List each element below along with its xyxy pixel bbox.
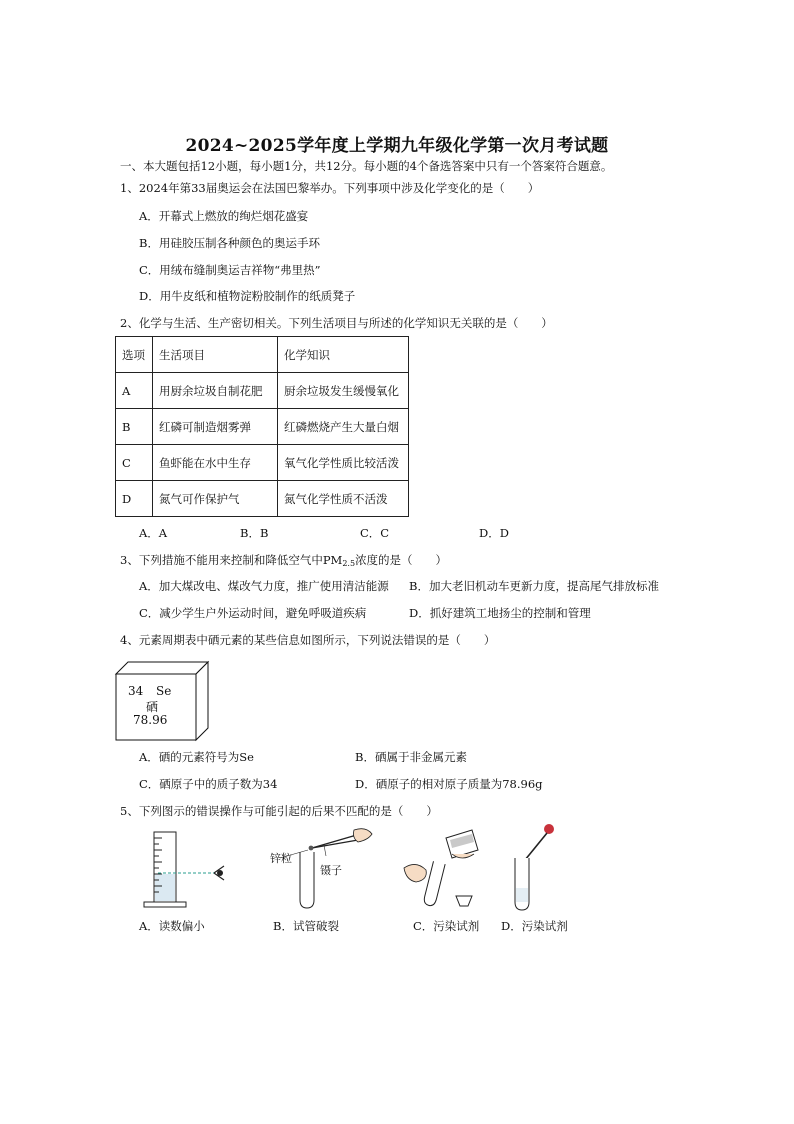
question-1-option-c: C．用绒布缝制奥运吉祥物“弗里热” xyxy=(139,263,321,277)
question-2-option-b: B．B xyxy=(240,526,269,540)
test-tube-icon xyxy=(515,858,529,910)
exam-title: 2024~2025学年度上学期九年级化学第一次月考试题 xyxy=(185,136,609,156)
question-3-subscript: 2.5 xyxy=(342,559,356,568)
element-atomic-mass: 78.96 xyxy=(133,713,168,727)
question-2-stem: 2、化学与生活、生产密切相关。下列生活项目与所述的化学知识无关联的是（ ） xyxy=(120,316,553,330)
table-cell: B xyxy=(116,409,153,445)
section-instructions: 一、本大题包括12小题，每小题1分，共12分。每小题的4个备选答案中只有一个答案符合题意。 xyxy=(120,159,613,173)
question-3-option-a: A．加大煤改电、煤改气力度，推广使用清洁能源 xyxy=(139,579,389,593)
question-4-option-a: A．硒的元素符号为Se xyxy=(139,750,254,764)
table-row xyxy=(116,373,409,409)
tweezers-label: 镊子 xyxy=(320,864,342,877)
question-1-stem: 1、2024年第33届奥运会在法国巴黎举办。下列事项中涉及化学变化的是（ ） xyxy=(120,181,540,195)
question-5-option-b: B．试管破裂 xyxy=(273,919,339,933)
question-3-stem-text: 3、下列措施不能用来控制和降低空气中PM xyxy=(120,553,343,567)
question-3-option-d: D．抓好建筑工地扬尘的控制和管理 xyxy=(409,606,591,620)
table-cell: 鱼虾能在水中生存 xyxy=(153,445,278,481)
test-tube-icon xyxy=(300,852,314,908)
dropper-bulb-icon xyxy=(544,824,554,834)
zinc-granule-icon xyxy=(309,846,314,851)
table-cell: C xyxy=(116,445,153,481)
question-4-option-c: C．硒原子中的质子数为34 xyxy=(139,777,278,791)
cylinder-liquid xyxy=(155,874,175,901)
table-header-row xyxy=(116,337,409,373)
question-3-option-c: C．减少学生户外运动时间，避免呼吸道疾病 xyxy=(139,606,367,620)
question-1-option-b: B．用硅胶压制各种颜色的奥运手环 xyxy=(139,236,320,250)
question-1-option-a: A．开幕式上燃放的绚烂烟花盛宴 xyxy=(139,209,309,223)
table-header-cell: 选项 xyxy=(116,337,153,373)
zinc-label: 锌粒 xyxy=(270,852,292,865)
table-row xyxy=(116,445,409,481)
question-2-option-d: D．D xyxy=(479,526,509,540)
table-cell: D xyxy=(116,481,153,517)
question-3-option-b: B．加大老旧机动车更新力度，提高尾气排放标准 xyxy=(409,579,659,593)
figure-c-pouring-reagent xyxy=(402,824,482,912)
table-cell: 厨余垃圾发生缓慢氧化 xyxy=(278,373,409,409)
question-2-table xyxy=(115,336,409,517)
table-cell: 氮气化学性质不活泼 xyxy=(278,481,409,517)
bottle-stopper-icon xyxy=(456,896,472,906)
question-2-option-c: C．C xyxy=(360,526,390,540)
question-5-option-a: A．读数偏小 xyxy=(139,919,205,933)
element-name: 硒 xyxy=(146,700,159,714)
eye-pupil-icon xyxy=(217,870,223,876)
question-5-option-d: D．污染试剂 xyxy=(501,919,568,933)
card-top-face xyxy=(116,662,208,674)
card-side-face xyxy=(196,662,208,740)
table-cell: 红磷可制造烟雾弹 xyxy=(153,409,278,445)
figure-d-dropper xyxy=(505,822,565,912)
table-header-cell: 化学知识 xyxy=(278,337,409,373)
figure-a-cylinder-reading xyxy=(140,828,240,910)
question-5-stem: 5、下列图示的错误操作与可能引起的后果不匹配的是（ ） xyxy=(120,804,438,818)
table-cell: A xyxy=(116,373,153,409)
table-cell: 氮气可作保护气 xyxy=(153,481,278,517)
question-3-stem-tail: 浓度的是（ ） xyxy=(355,553,448,567)
question-5-option-c: C．污染试剂 xyxy=(413,919,480,933)
selenium-element-card xyxy=(116,662,211,742)
question-3-stem xyxy=(120,552,447,572)
question-4-stem: 4、元素周期表中硒元素的某些信息如图所示，下列说法错误的是（ ） xyxy=(120,633,496,647)
test-tube-icon xyxy=(423,861,445,907)
question-4-option-b: B．硒属于非金属元素 xyxy=(355,750,467,764)
hand-icon xyxy=(354,829,373,842)
element-atomic-number: 34 xyxy=(128,684,144,698)
element-symbol: Se xyxy=(156,684,172,698)
table-header-cell: 生活项目 xyxy=(153,337,278,373)
question-2-option-a: A．A xyxy=(139,526,168,540)
cylinder-base xyxy=(144,902,186,907)
table-cell: 氧气化学性质比较活泼 xyxy=(278,445,409,481)
table-row xyxy=(116,409,409,445)
question-1-option-d: D．用牛皮纸和植物淀粉胶制作的纸质凳子 xyxy=(139,289,356,303)
holding-hand-icon xyxy=(404,864,426,882)
dropper-icon xyxy=(525,833,547,860)
table-cell: 红磷燃烧产生大量白烟 xyxy=(278,409,409,445)
table-cell: 用厨余垃圾自制花肥 xyxy=(153,373,278,409)
table-row xyxy=(116,481,409,517)
question-4-option-d: D．硒原子的相对原子质量为78.96g xyxy=(355,777,543,791)
tube-liquid xyxy=(516,888,528,902)
